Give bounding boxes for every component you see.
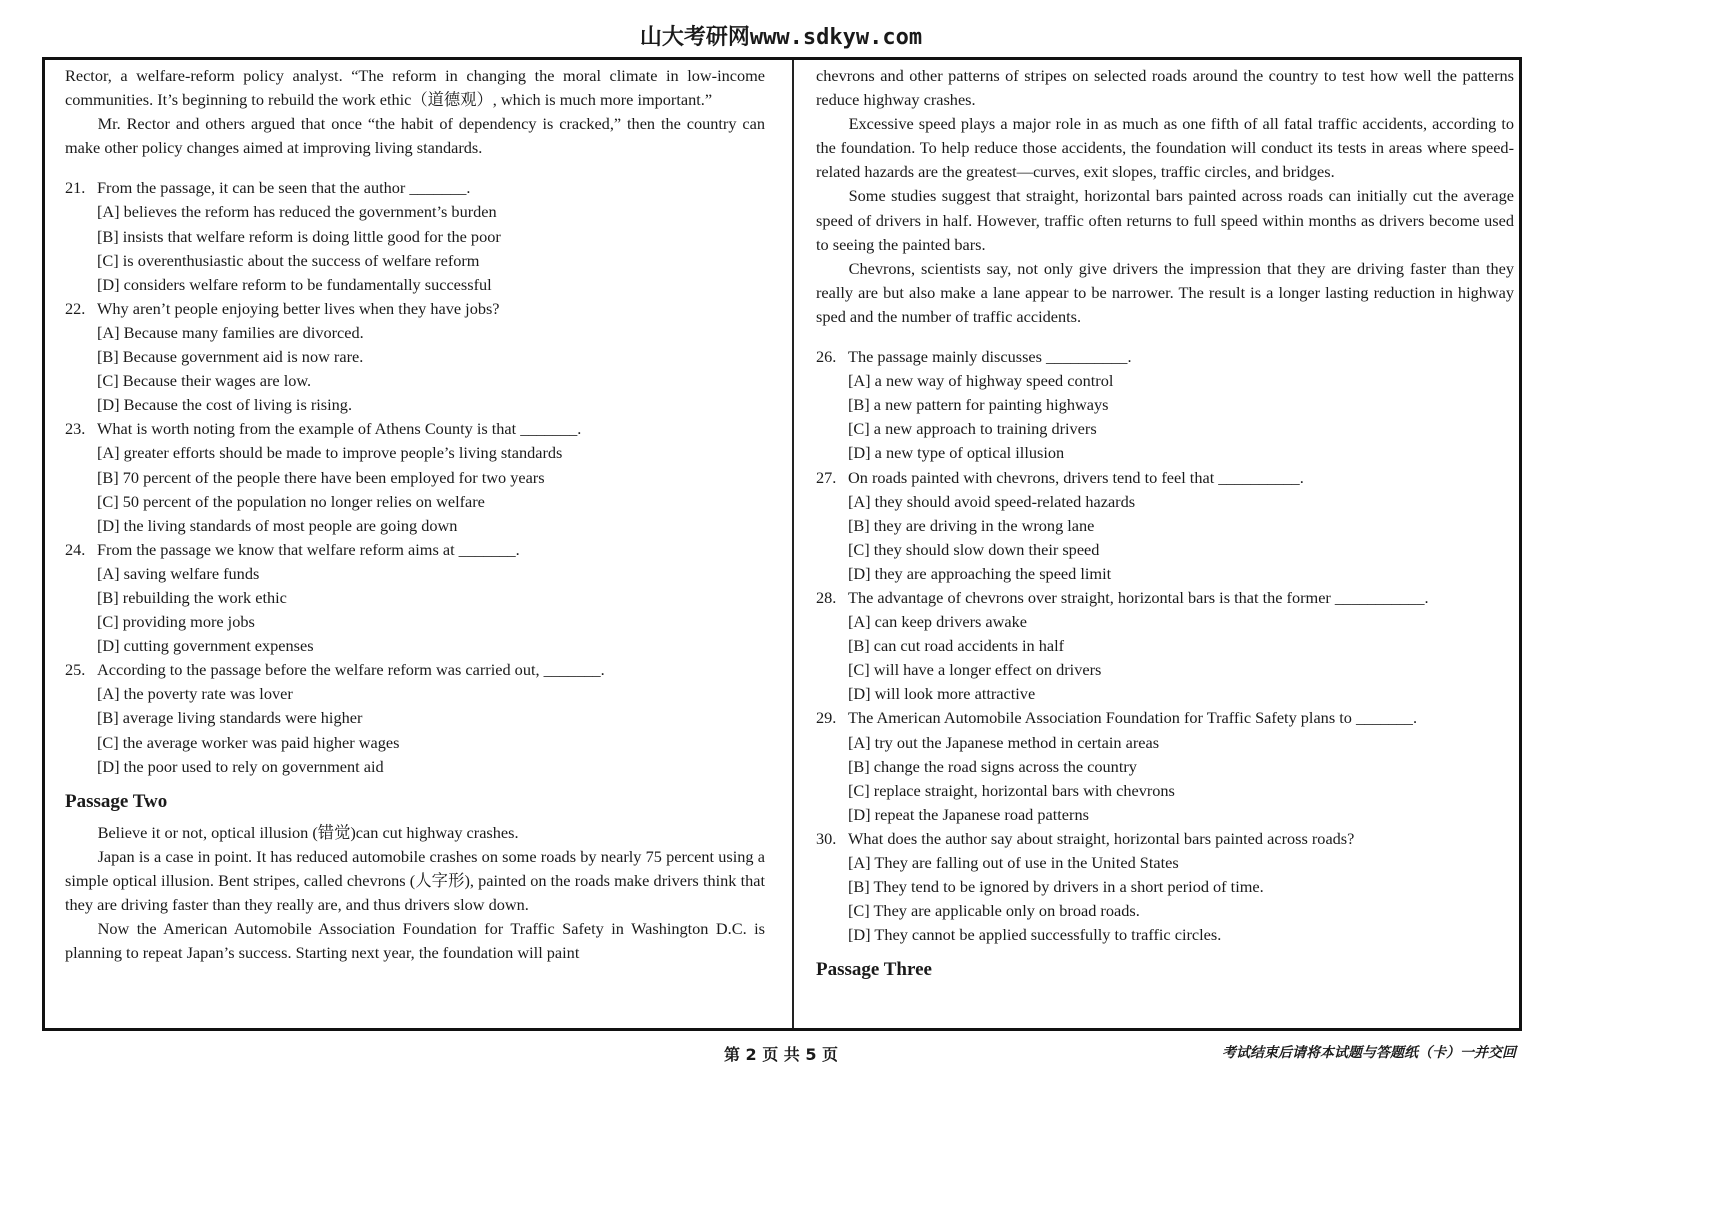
answer-option: [A] can keep drivers awake bbox=[848, 612, 1027, 632]
question-number: 28. bbox=[816, 587, 837, 607]
answer-option: [A] Because many families are divorced. bbox=[97, 322, 364, 342]
answer-option: [B] change the road signs across the country bbox=[848, 756, 1137, 776]
answer-option: [D] a new type of optical illusion bbox=[848, 443, 1065, 463]
question-text: From the passage we know that welfare reform aims at _______. bbox=[97, 539, 520, 559]
question-text: On roads painted with chevrons, drivers tend to feel that __________. bbox=[848, 467, 1304, 487]
answer-option: [D] will look more attractive bbox=[848, 684, 1036, 704]
answer-option: [C] replace straight, horizontal bars with chevrons bbox=[848, 780, 1175, 800]
passage-paragraph: Some studies suggest that straight, horizontal bars painted across roads can initially cut the average speed of drivers in half. However, traffic often returns to full speed within months as drivers become used to seeing the painted bars. bbox=[816, 186, 1514, 254]
passage-paragraph: Believe it or not, optical illusion (错觉)can cut highway crashes. bbox=[97, 822, 519, 842]
answer-option: [B] can cut road accidents in half bbox=[848, 636, 1065, 656]
answer-option: [B] Because government aid is now rare. bbox=[97, 347, 364, 367]
page-number: 第 2 页 共 5 页 bbox=[723, 1045, 839, 1064]
answer-option: [C] will have a longer effect on drivers bbox=[848, 660, 1102, 680]
question-item bbox=[65, 417, 765, 441]
answer-option: [B] 70 percent of the people there have been employed for two years bbox=[97, 467, 545, 487]
answer-option: [B] insists that welfare reform is doing little good for the poor bbox=[97, 226, 501, 246]
right-column bbox=[816, 64, 1514, 989]
intro-paragraph: Mr. Rector and others argued that once “the habit of dependency is cracked,” then the country can make other policy changes aimed at improving living standards. bbox=[65, 114, 765, 158]
answer-option: [A] saving welfare funds bbox=[97, 563, 260, 583]
question-item bbox=[65, 538, 765, 562]
question-text: What is worth noting from the example of Athens County is that _______. bbox=[97, 419, 582, 439]
column-divider bbox=[792, 60, 794, 1028]
question-number: 26. bbox=[816, 347, 837, 367]
question-number: 21. bbox=[65, 178, 86, 198]
answer-option: [D] the living standards of most people are going down bbox=[97, 515, 458, 535]
answer-option: [D] they are approaching the speed limit bbox=[848, 563, 1112, 583]
answer-option: [C] 50 percent of the population no longer relies on welfare bbox=[97, 491, 485, 511]
answer-option: [A] the poverty rate was lover bbox=[97, 684, 293, 704]
question-item bbox=[816, 586, 1514, 610]
footer-note: 考试结束后请将本试题与答题纸（卡）一并交回 bbox=[1222, 1045, 1516, 1061]
question-item bbox=[816, 827, 1514, 851]
passage-paragraph: Japan is a case in point. It has reduced automobile crashes on some roads by nearly 75 percent using a simple optical illusion. Bent stripes, called chevrons (人字形), painted on the roads make drivers think that they are driving faster than they really are, and thus drivers slow down. bbox=[65, 846, 765, 914]
passage-two-title: Passage Two bbox=[65, 790, 168, 812]
answer-option: [D] cutting government expenses bbox=[97, 636, 314, 656]
right-question-list bbox=[816, 345, 1514, 947]
passage-paragraph: Chevrons, scientists say, not only give drivers the impression that they are driving faster than they really are but also make a lane appear to be narrower. The result is a longer lasting reduction in highway sped and the number of traffic accidents. bbox=[816, 258, 1514, 326]
answer-option: [B] They tend to be ignored by drivers in a short period of time. bbox=[848, 877, 1264, 897]
answer-option: [D] They cannot be applied successfully to traffic circles. bbox=[848, 925, 1222, 945]
question-text: According to the passage before the welfare reform was carried out, _______. bbox=[97, 660, 605, 680]
exam-page-frame bbox=[42, 57, 1522, 1031]
answer-option: [D] Because the cost of living is rising. bbox=[97, 395, 353, 415]
answer-option: [D] considers welfare reform to be fundamentally successful bbox=[97, 274, 492, 294]
question-item bbox=[816, 706, 1514, 730]
question-number: 29. bbox=[816, 708, 837, 728]
question-number: 24. bbox=[65, 539, 86, 559]
question-number: 22. bbox=[65, 298, 86, 318]
question-text: The passage mainly discusses __________. bbox=[848, 347, 1132, 367]
left-question-list bbox=[65, 176, 765, 778]
passage-paragraph: Excessive speed plays a major role in as much as one fifth of all fatal traffic accidents, according to the foundation. To help reduce those accidents, the foundation will conduct its tests in areas where speed-related hazards are the greatest—curves, exit slopes, traffic circles, and bridges. bbox=[816, 114, 1514, 182]
question-number: 30. bbox=[816, 828, 837, 848]
question-text: The advantage of chevrons over straight, horizontal bars is that the former ___________. bbox=[848, 587, 1429, 607]
answer-option: [B] they are driving in the wrong lane bbox=[848, 515, 1095, 535]
question-text: Why aren’t people enjoying better lives when they have jobs? bbox=[97, 298, 500, 318]
question-text: What does the author say about straight, horizontal bars painted across roads? bbox=[848, 828, 1355, 848]
answer-option: [A] a new way of highway speed control bbox=[848, 371, 1114, 391]
left-column bbox=[65, 64, 765, 965]
intro-paragraph: Rector, a welfare-reform policy analyst. “The reform in changing the moral climate in low-income communities. It’s beginning to rebuild the work ethic（道德观）, which is much more important.” bbox=[65, 66, 765, 110]
answer-option: [C] They are applicable only on broad roads. bbox=[848, 901, 1140, 921]
answer-option: [C] is overenthusiastic about the success of welfare reform bbox=[97, 250, 480, 270]
question-item bbox=[816, 345, 1514, 369]
question-item bbox=[65, 658, 765, 682]
answer-option: [A] try out the Japanese method in certain areas bbox=[848, 732, 1160, 752]
answer-option: [C] providing more jobs bbox=[97, 612, 255, 632]
question-item bbox=[816, 466, 1514, 490]
answer-option: [A] believes the reform has reduced the government’s burden bbox=[97, 202, 497, 222]
answer-option: [A] they should avoid speed-related hazards bbox=[848, 491, 1136, 511]
question-item bbox=[65, 297, 765, 321]
passage-three-title: Passage Three bbox=[816, 959, 932, 981]
question-item bbox=[65, 176, 765, 200]
answer-option: [C] they should slow down their speed bbox=[848, 539, 1100, 559]
answer-option: [D] repeat the Japanese road patterns bbox=[848, 804, 1089, 824]
answer-option: [B] a new pattern for painting highways bbox=[848, 395, 1109, 415]
question-number: 23. bbox=[65, 419, 86, 439]
question-number: 27. bbox=[816, 467, 837, 487]
question-text: From the passage, it can be seen that the author _______. bbox=[97, 178, 471, 198]
passage-paragraph: chevrons and other patterns of stripes on selected roads around the country to test how well the patterns reduce highway crashes. bbox=[816, 66, 1514, 110]
site-header: 山大考研网www.sdkyw.com bbox=[639, 25, 923, 50]
answer-option: [B] rebuilding the work ethic bbox=[97, 587, 287, 607]
answer-option: [D] the poor used to rely on government aid bbox=[97, 756, 384, 776]
answer-option: [A] greater efforts should be made to improve people’s living standards bbox=[97, 443, 563, 463]
answer-option: [C] the average worker was paid higher wages bbox=[97, 732, 400, 752]
answer-option: [A] They are falling out of use in the United States bbox=[848, 853, 1179, 872]
answer-option: [B] average living standards were higher bbox=[97, 708, 363, 728]
passage-paragraph: Now the American Automobile Association Foundation for Traffic Safety in Washington D.C. is planning to repeat Japan’s success. Starting next year, the foundation will paint bbox=[65, 919, 765, 963]
question-text: The American Automobile Association Foundation for Traffic Safety plans to _______. bbox=[848, 708, 1418, 728]
question-number: 25. bbox=[65, 660, 86, 680]
answer-option: [C] Because their wages are low. bbox=[97, 371, 312, 391]
answer-option: [C] a new approach to training drivers bbox=[848, 419, 1097, 439]
